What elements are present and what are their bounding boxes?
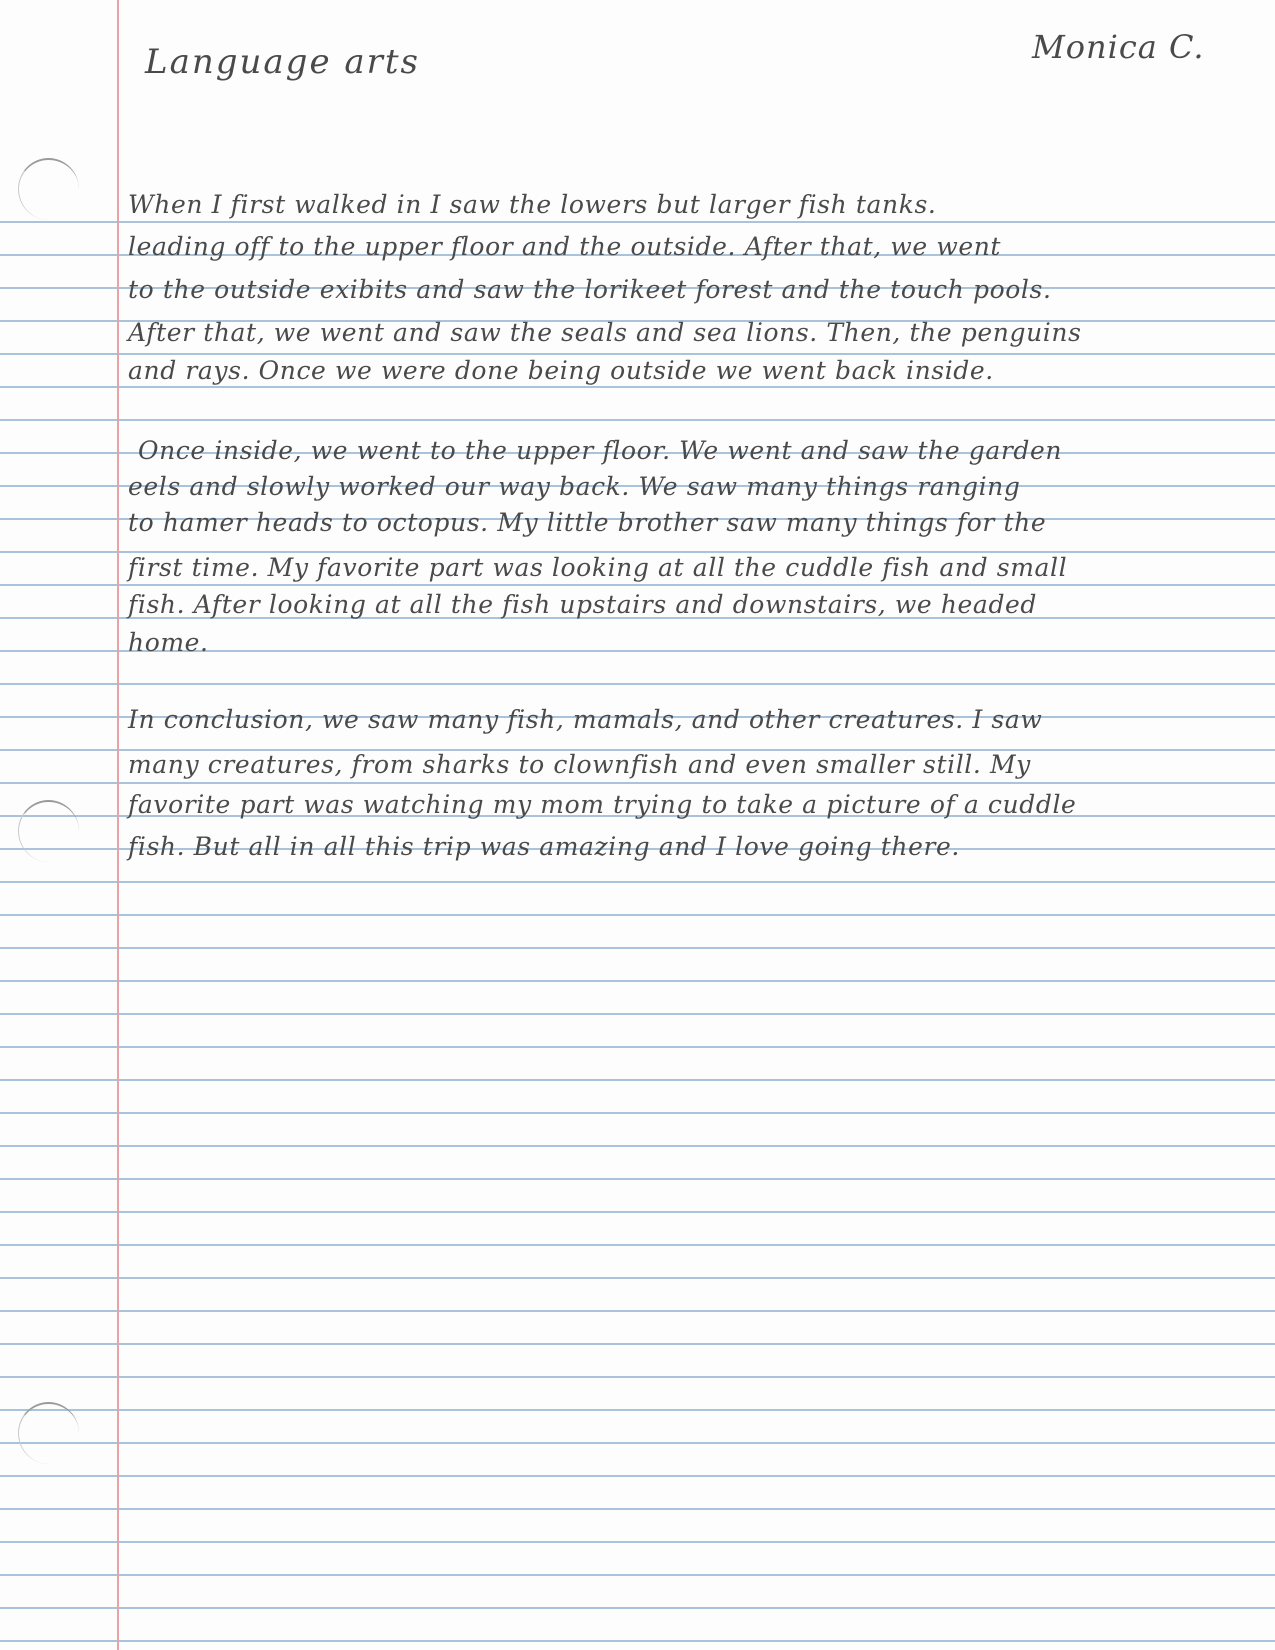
- binder-hole: [18, 800, 79, 862]
- essay-line: eels and slowly worked our way back. We saw many things ranging: [128, 472, 1021, 501]
- essay-line: home.: [128, 628, 209, 657]
- essay-line: favorite part was watching my mom trying to take a picture of a cuddle: [128, 790, 1077, 819]
- student-name: Monica C.: [1032, 28, 1205, 66]
- essay-line: After that, we went and saw the seals and sea lions. Then, the penguins: [128, 318, 1082, 347]
- essay-line: fish. But all in all this trip was amazing and I love going there.: [128, 832, 960, 861]
- essay-line: fish. After looking at all the fish upstairs and downstairs, we headed: [128, 590, 1038, 619]
- essay-line: and rays. Once we were done being outside we went back inside.: [128, 356, 994, 385]
- essay-line: When I first walked in I saw the lowers but larger fish tanks.: [128, 190, 937, 219]
- essay-line: to hamer heads to octopus. My little brother saw many things for the: [128, 508, 1047, 537]
- essay-line: In conclusion, we saw many fish, mamals, and other creatures. I saw: [128, 705, 1043, 734]
- margin-line: [117, 0, 119, 1650]
- essay-line: Once inside, we went to the upper floor. We went and saw the garden: [138, 436, 1063, 465]
- essay-line: many creatures, from sharks to clownfish and even smaller still. My: [128, 750, 1031, 779]
- binder-hole: [18, 1402, 79, 1464]
- essay-line: to the outside exibits and saw the lorikeet forest and the touch pools.: [128, 275, 1052, 304]
- subject-heading: Language arts: [145, 42, 421, 82]
- essay-line: first time. My favorite part was looking at all the cuddle fish and small: [128, 553, 1068, 582]
- binder-hole: [18, 158, 79, 220]
- essay-line: leading off to the upper floor and the outside. After that, we went: [128, 232, 1002, 261]
